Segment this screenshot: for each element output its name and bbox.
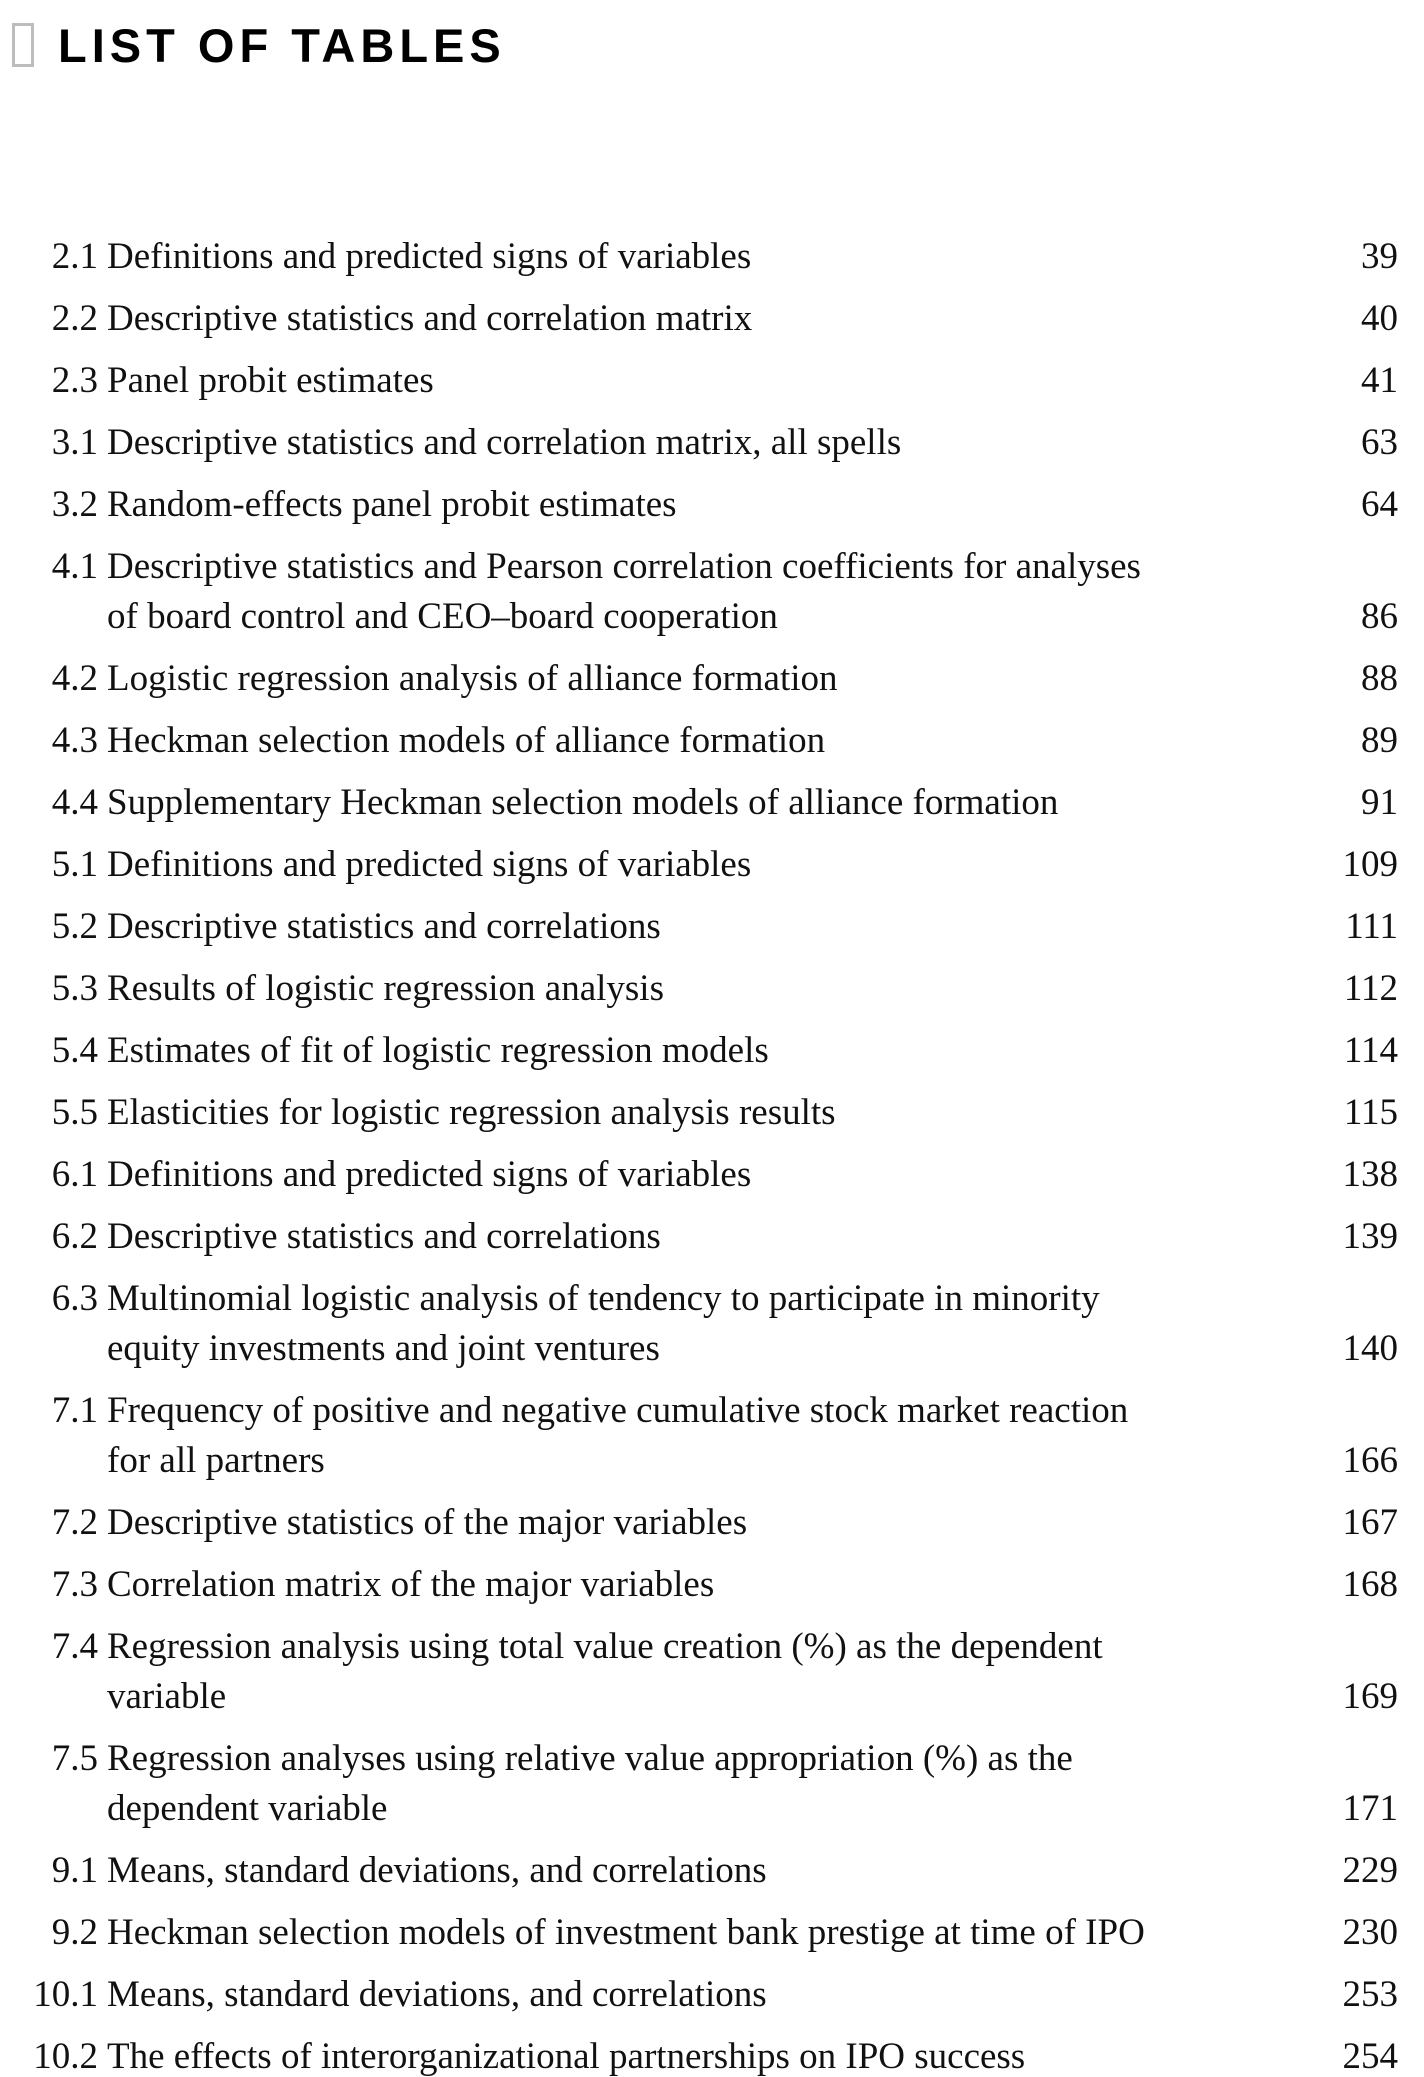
toc-entry-title [107,840,1328,890]
toc-entry-line: Estimates of fit of logistic regression models [107,1030,769,1071]
toc-entry-line: Heckman selection models of investment bank prestige at time of IPO [107,1912,1145,1953]
toc-entry [20,1846,1398,1896]
toc-entry-title [107,1846,1328,1896]
toc-entry-page: 89 [1361,720,1398,761]
toc-entry-line: Supplementary Heckman selection models of alliance formation [107,782,1059,823]
toc-entry-page: 166 [1342,1440,1398,1481]
toc-entry-title [107,480,1328,530]
toc-entry-line: Correlation matrix of the major variables [107,1564,715,1605]
toc-entry-title [107,2032,1328,2077]
toc-entry-title [107,964,1328,1014]
toc-entry-page: 41 [1361,360,1398,401]
toc-entry-page: 115 [1343,1092,1398,1133]
toc-entry [20,1212,1398,1262]
toc-entry-line: for all partners [107,1440,325,1481]
toc-entry-number: 7.4 [51,1626,98,1667]
toc-entry-number: 5.2 [51,906,98,947]
toc-entry-number: 7.5 [51,1738,98,1779]
toc-entry-title [107,294,1328,344]
toc-entry-title [107,1498,1328,1548]
toc-entry-number: 6.2 [51,1216,98,1257]
toc-entry [20,1386,1398,1486]
toc-entry [20,1026,1398,1076]
toc-entry-page: 169 [1342,1676,1398,1717]
toc-entry [20,654,1398,704]
toc-entry-page: 111 [1345,906,1398,947]
toc-entry-line: Multinomial logistic analysis of tendency to participate in minority [107,1278,1100,1319]
toc-entry [20,542,1398,642]
toc-entry-page: 88 [1361,658,1398,699]
toc-entry-number: 7.1 [51,1390,98,1431]
toc-entry [20,1560,1398,1610]
toc-entry-line: Regression analyses using relative value appropriation (%) as the [107,1738,1073,1779]
toc-entry-title [107,418,1328,468]
toc-entry-page: 64 [1361,484,1398,525]
toc-entry [20,1908,1398,1958]
toc-entry-page: 167 [1342,1502,1398,1543]
toc-entry-line: Panel probit estimates [107,360,434,401]
toc-entry-line: Means, standard deviations, and correlations [107,1850,767,1891]
toc-entry [20,1970,1398,2020]
toc-entry [20,480,1398,530]
toc-entry [20,1274,1398,1374]
toc-entry-page: 63 [1361,422,1398,463]
toc-entry-number: 9.2 [51,1912,98,1953]
toc-entry-number: 3.1 [51,422,98,463]
toc-entry-line: Random-effects panel probit estimates [107,484,677,525]
toc-entry-page: 91 [1361,782,1398,823]
toc-entry-line: Regression analysis using total value creation (%) as the dependent [107,1626,1103,1667]
toc-entry-number: 4.1 [51,546,98,587]
toc-entry [20,1498,1398,1548]
toc-entry-line: Descriptive statistics and Pearson correlation coefficients for analyses [107,546,1141,587]
toc-entry-title [107,356,1328,406]
toc-entry-number: 10.1 [33,1974,98,2015]
toc-entry-page: 140 [1342,1328,1398,1369]
toc-entry-number: 7.3 [51,1564,98,1605]
toc-entry-title [107,778,1328,828]
toc-entry-title [107,1560,1328,1610]
toc-entry-page: 253 [1342,1974,1398,2015]
toc-entry-title [107,1026,1328,1076]
toc-entry-line: Frequency of positive and negative cumulative stock market reaction [107,1390,1129,1431]
toc-entry-page: 254 [1342,2036,1398,2077]
toc-entry [20,1622,1398,1722]
toc-entry [20,2032,1398,2077]
toc-entry-page: 39 [1361,236,1398,277]
toc-entry [20,778,1398,828]
missing-glyph-icon [12,23,34,67]
toc-entry-line: Results of logistic regression analysis [107,968,664,1009]
toc-entry-number: 4.4 [51,782,98,823]
toc-entry-title [107,1212,1328,1262]
toc-entry-number: 4.2 [51,658,98,699]
toc-entry-number: 4.3 [51,720,98,761]
toc-entry-number: 6.3 [51,1278,98,1319]
toc-entry [20,716,1398,766]
toc-entry-page: 168 [1342,1564,1398,1605]
toc-entry-line: Descriptive statistics and correlation matrix [107,298,753,339]
toc-entry [20,418,1398,468]
toc-entry [20,1734,1398,1834]
page-title: LIST OF TABLES [58,18,506,72]
toc-entry-line: Descriptive statistics and correlations [107,1216,661,1257]
toc-entry-number: 5.3 [51,968,98,1009]
toc-entry-line: Descriptive statistics of the major variables [107,1502,748,1543]
toc-entry-title [107,542,1328,642]
toc-entry-title [107,1274,1328,1374]
toc-entry-page: 138 [1342,1154,1398,1195]
toc-entry-number: 2.2 [51,298,98,339]
toc-entry-number: 5.1 [51,844,98,885]
toc-entry-title [107,1150,1328,1200]
toc-entry-number: 3.2 [51,484,98,525]
toc-entry-page: 230 [1342,1912,1398,1953]
toc-entry-page: 139 [1342,1216,1398,1257]
toc-entry [20,840,1398,890]
toc-entry-title [107,716,1328,766]
toc-entry-title [107,1970,1328,2020]
toc-entry-line: Descriptive statistics and correlations [107,906,661,947]
toc-entry [20,232,1398,282]
page-header [20,16,1398,74]
toc-entry-number: 2.3 [51,360,98,401]
toc-entry-line: Definitions and predicted signs of variables [107,1154,752,1195]
toc-entry-title [107,1088,1328,1138]
toc-entry-page: 109 [1342,844,1398,885]
toc-entry [20,902,1398,952]
toc-entry-title [107,902,1328,952]
toc-entry-page: 229 [1342,1850,1398,1891]
toc-entry-line: dependent variable [107,1788,388,1829]
toc-entry-line: Elasticities for logistic regression analysis results [107,1092,836,1133]
toc-entry-line: Logistic regression analysis of alliance formation [107,658,838,699]
toc-entry-number: 6.1 [51,1154,98,1195]
toc-entry-title [107,232,1328,282]
toc-entry-line: Definitions and predicted signs of variables [107,844,752,885]
toc-entry [20,356,1398,406]
toc-entry-number: 7.2 [51,1502,98,1543]
toc-entry-title [107,1622,1328,1722]
toc-entry-number: 5.5 [51,1092,98,1133]
toc-entry-title [107,1386,1328,1486]
toc-entry-title [107,1908,1328,1958]
toc-entry-page: 40 [1361,298,1398,339]
toc-entry [20,1150,1398,1200]
toc-entry-page: 112 [1343,968,1398,1009]
toc-entry-line: variable [107,1676,227,1717]
toc-entry-line: Heckman selection models of alliance formation [107,720,826,761]
toc-entry [20,1088,1398,1138]
toc-entry-title [107,1734,1328,1834]
toc-entry-line: of board control and CEO–board cooperation [107,596,778,637]
toc-entry-line: Means, standard deviations, and correlations [107,1974,767,2015]
toc-entry-line: Definitions and predicted signs of variables [107,236,752,277]
toc-entry-line: equity investments and joint ventures [107,1328,660,1369]
toc-entry-title [107,654,1328,704]
toc-entry-page: 86 [1361,596,1398,637]
toc-entry-page: 171 [1342,1788,1398,1829]
toc-entry-line: Descriptive statistics and correlation matrix, all spells [107,422,902,463]
list-of-tables [20,232,1398,2077]
toc-entry-number: 5.4 [51,1030,98,1071]
toc-entry-line: The effects of interorganizational partnerships on IPO success [107,2036,1026,2077]
toc-entry [20,964,1398,1014]
toc-entry-number: 10.2 [33,2036,98,2077]
toc-entry-page: 114 [1343,1030,1398,1071]
toc-entry-number: 2.1 [51,236,98,277]
toc-entry [20,294,1398,344]
toc-entry-number: 9.1 [51,1850,98,1891]
